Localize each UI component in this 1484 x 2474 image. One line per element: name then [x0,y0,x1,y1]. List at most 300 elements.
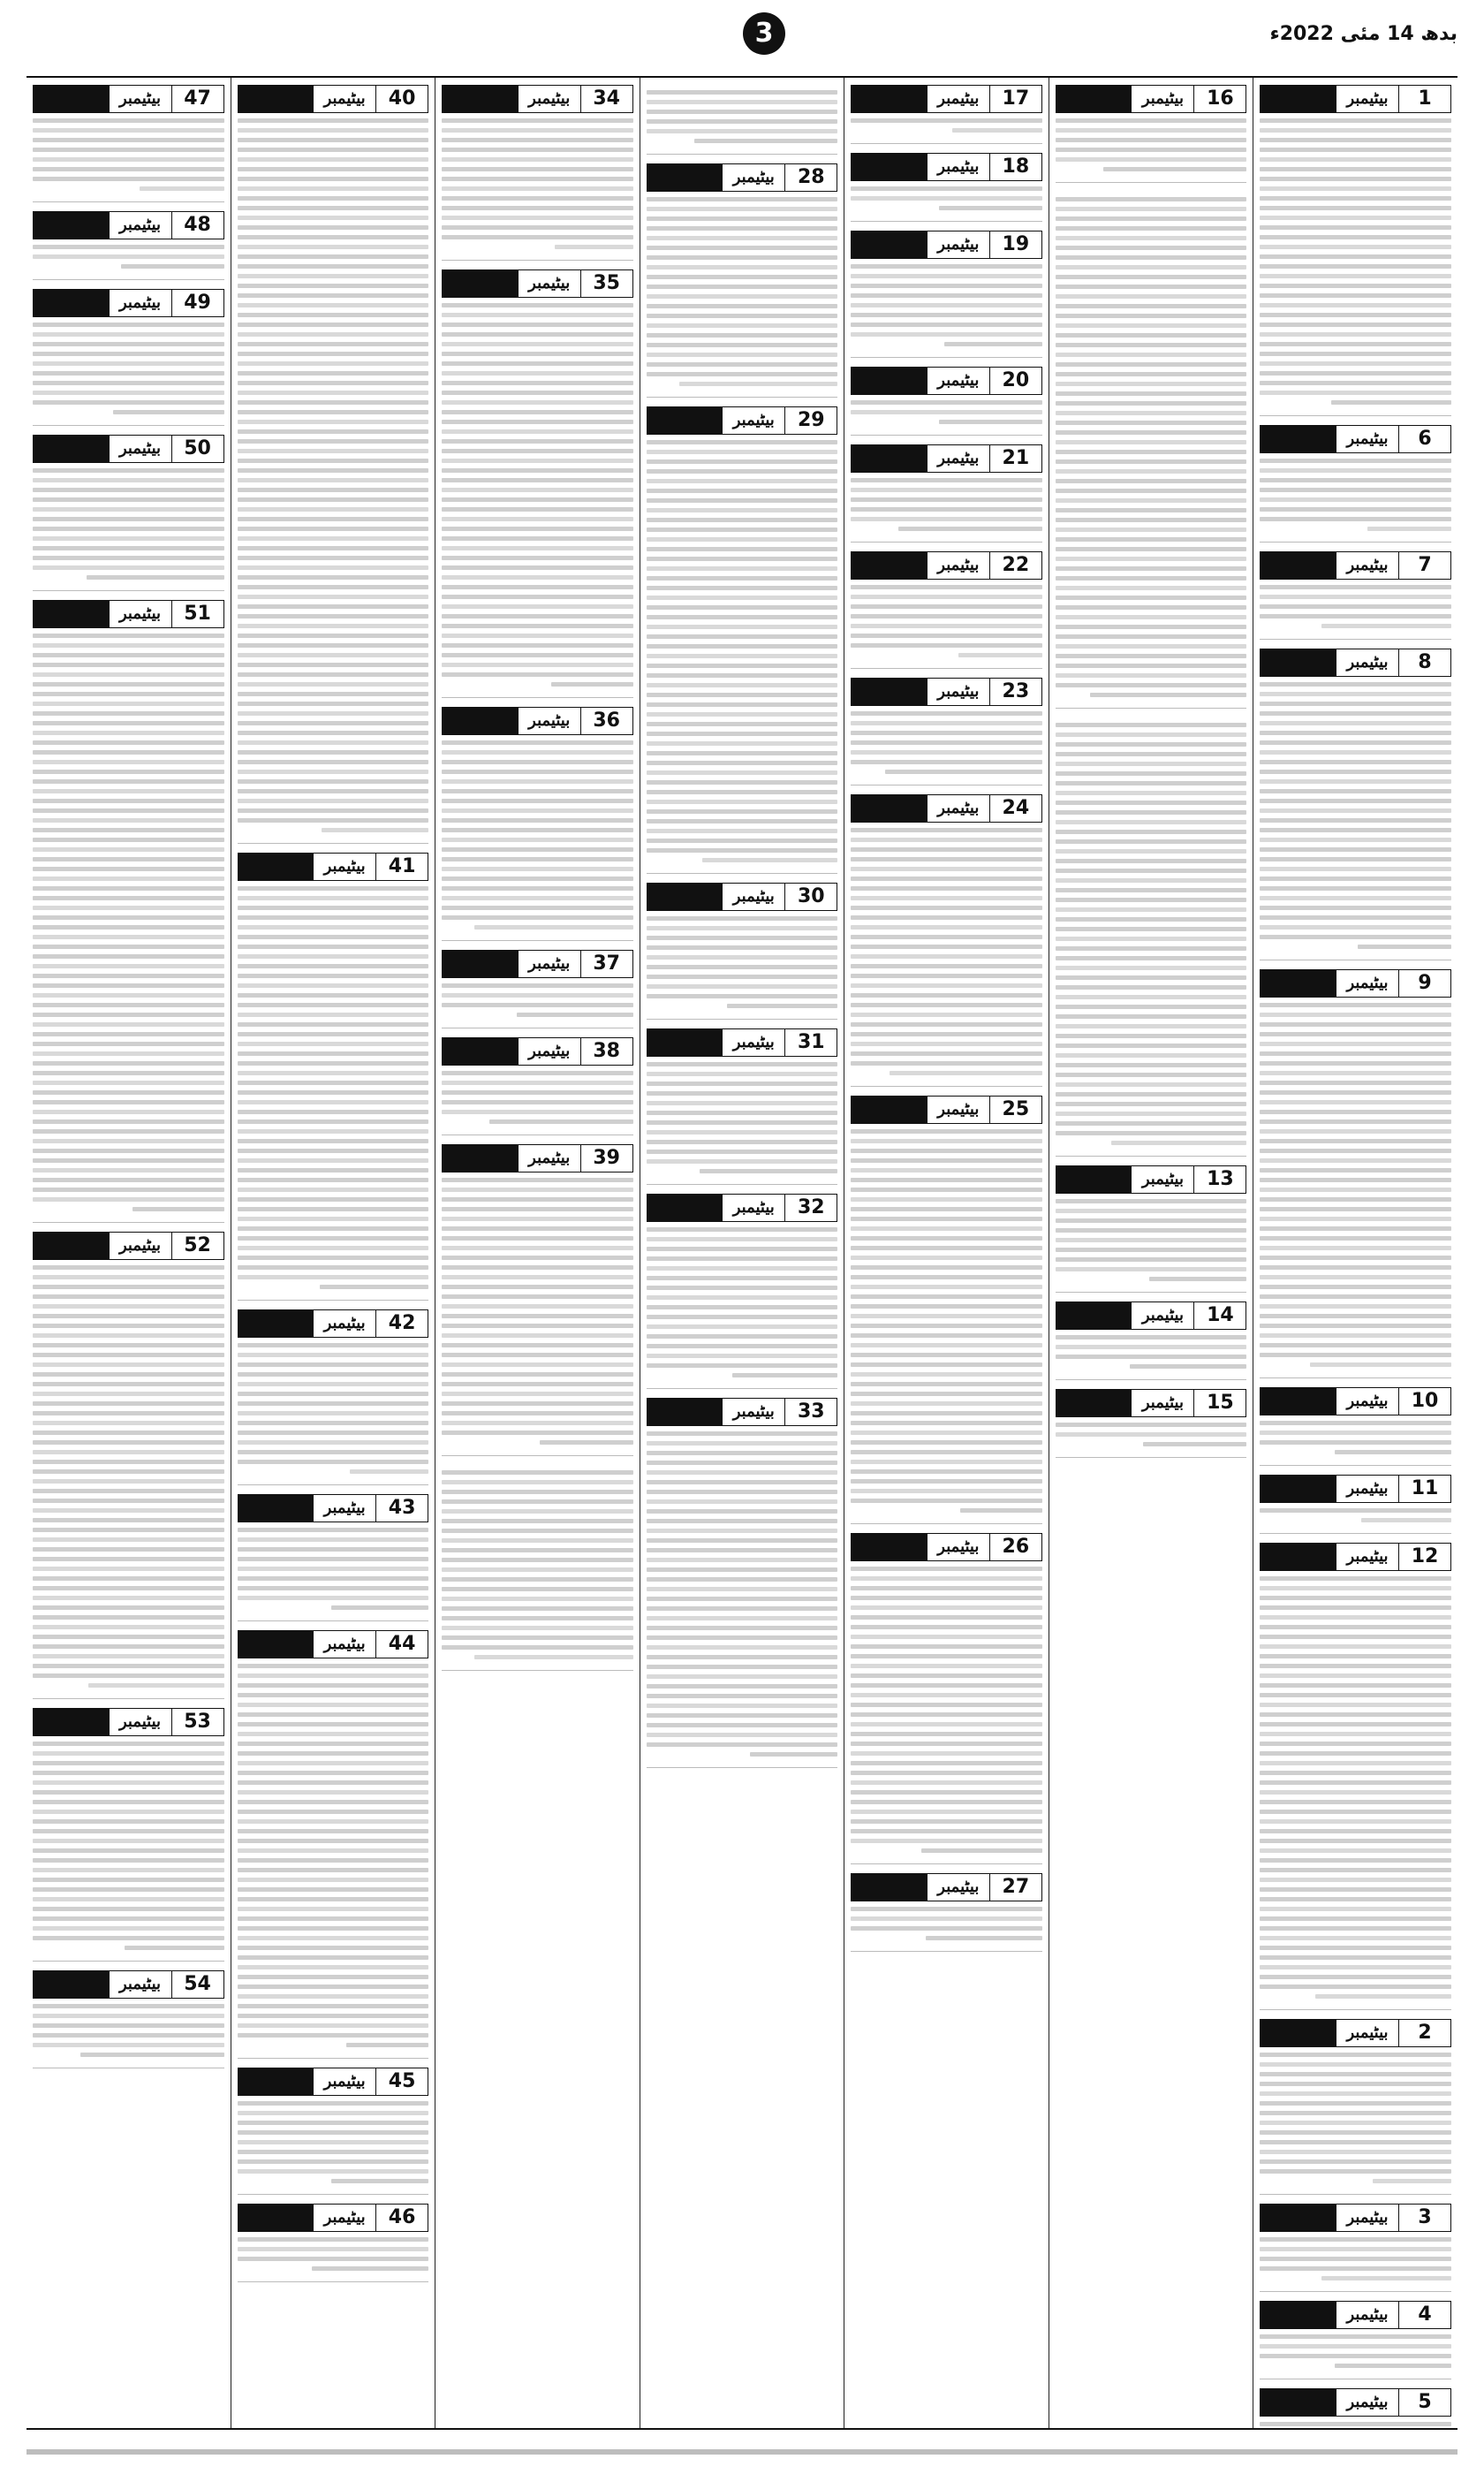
ad-header-bar [238,854,314,880]
ad-header [442,85,633,113]
ad-number: 9 [1398,970,1450,997]
text-line [1260,361,1451,366]
text-line [1260,2130,1451,2135]
text-line [647,1713,838,1718]
text-line [238,1343,429,1347]
column [231,78,435,2428]
text-line [647,936,838,940]
text-line [851,740,1042,745]
text-line [851,1742,1042,1746]
text-line [647,780,838,785]
text-line [851,1013,1042,1017]
text-line [851,721,1042,725]
text-line [1056,625,1247,629]
text-line [33,342,224,346]
text-line [1260,838,1451,842]
text-line [442,1548,633,1552]
text-line [1260,1003,1451,1007]
text-line [442,118,633,123]
column [1049,78,1253,2428]
text-line [33,789,224,793]
ad-header [1056,85,1247,113]
text-line [647,1130,838,1135]
text-line [1056,1248,1247,1252]
text-line [1056,430,1247,435]
ad-label: بیٹیمبر [732,887,775,906]
text-line [851,293,1042,298]
text-line [442,488,633,492]
classified-ad [238,1494,429,1621]
text-line [1056,1082,1247,1087]
text-line [647,1733,838,1737]
ad-header [33,1970,224,1999]
text-line [647,800,838,804]
ad-header [442,1144,633,1172]
text-line [1260,1839,1451,1843]
text-line [33,731,224,735]
ad-body-text [1260,682,1451,949]
text-line [1260,1635,1451,1639]
text-line [33,1761,224,1765]
text-line [647,955,838,960]
text-line [238,264,429,269]
text-line [1260,1508,1451,1513]
text-line [238,429,429,434]
text-line [1056,1432,1247,1437]
text-line [1260,1275,1451,1279]
text-line [442,750,633,755]
text-line [33,877,224,881]
text-line [33,400,224,405]
text-line [238,1119,429,1124]
ad-number: 12 [1398,1544,1450,1570]
text-line [1260,1158,1451,1163]
ad-number: 28 [784,164,837,191]
ad-body-text [33,634,224,1211]
text-line [1056,372,1247,376]
text-line [851,915,1042,920]
text-line [33,1168,224,1172]
text-line [442,157,633,162]
text-line [442,138,633,142]
text-line [1260,1819,1451,1824]
text-line [647,770,838,775]
text-line [1260,1576,1451,1581]
text-line [732,1373,837,1377]
text-line [851,1567,1042,1571]
text-line [1260,915,1451,920]
text-line [647,732,838,736]
classified-ad [238,1630,429,2059]
text-line [1260,167,1451,171]
text-line [1056,791,1247,795]
text-line [33,1916,224,1921]
text-line [33,983,224,988]
text-line [238,1965,429,1969]
text-line [647,1247,838,1251]
text-line [1260,1129,1451,1134]
text-line [1260,1353,1451,1357]
text-line [238,770,429,774]
text-line [1260,2140,1451,2144]
ad-number: 2 [1398,2020,1450,2046]
text-line [442,1392,633,1396]
ad-label: بیٹیمبر [323,857,366,876]
text-line [33,391,224,395]
text-line [442,1324,633,1328]
text-line [647,975,838,979]
text-line [33,536,224,541]
text-line [1310,1362,1451,1367]
text-line [647,440,838,444]
text-line [851,1780,1042,1785]
text-line [238,118,429,123]
text-line [442,1626,633,1630]
text-line [647,605,838,610]
text-line [442,1100,633,1104]
text-line [1260,1848,1451,1853]
ad-label: بیٹیمبر [937,449,980,467]
text-line [540,1440,633,1445]
text-line [750,1752,838,1757]
ad-header-bar [34,290,110,316]
ad-header-bar [1056,1302,1132,1329]
text-line [33,128,224,133]
text-line [33,1848,224,1853]
classified-ad [1260,2204,1451,2292]
text-line [1260,1790,1451,1795]
text-line [1260,1975,1451,1979]
text-line [647,1655,838,1659]
text-line [442,303,633,307]
text-line [442,789,633,793]
ad-body-text [238,2101,429,2183]
classified-ad [647,406,838,874]
ad-header [851,551,1042,580]
text-line [33,497,224,502]
text-line [1260,216,1451,220]
text-line [33,1751,224,1756]
text-line [851,1246,1042,1250]
text-line [238,2111,429,2115]
publication-date: بدھ 14 مئی 2022ء [1269,23,1458,45]
text-line [238,2140,429,2144]
ad-header-bar [852,368,928,394]
text-line [1260,828,1451,832]
text-line [851,1207,1042,1211]
text-line [1056,401,1247,406]
ad-number: 36 [580,708,632,734]
text-line [442,1226,633,1231]
text-line [1260,118,1451,123]
text-line [238,1265,429,1270]
text-line [33,177,224,181]
ad-body-text [1260,1576,1451,1999]
text-line [851,1605,1042,1610]
text-line [647,1120,838,1125]
ad-label: بیٹیمبر [323,1499,366,1517]
text-line [125,1946,224,1950]
classified-ad [442,85,633,261]
text-line [442,1382,633,1386]
classified-ad [1260,649,1451,960]
text-line [647,1470,838,1475]
text-line [647,916,838,921]
text-line [238,1372,429,1377]
text-line [442,585,633,589]
text-line [33,721,224,725]
text-line [1260,274,1451,278]
text-line [851,1829,1042,1833]
text-line [1260,585,1451,589]
text-line [238,177,429,181]
text-line [1056,128,1247,133]
text-line [851,303,1042,307]
text-line [1056,1121,1247,1126]
classified-ad [1056,192,1247,709]
classified-ad [33,289,224,426]
text-line [851,1907,1042,1911]
ad-header [1260,2301,1451,2329]
ad-header [851,794,1042,823]
text-line [851,1401,1042,1406]
text-line [238,439,429,444]
text-line [851,1800,1042,1804]
text-line [238,1362,429,1367]
ad-body-text [442,303,633,687]
ad-number: 14 [1193,1302,1246,1329]
text-line [851,906,1042,910]
text-line [1260,1955,1451,1960]
ad-label: بیٹیمبر [118,439,162,458]
text-line [33,1178,224,1182]
text-line [1260,517,1451,521]
text-line [33,886,224,891]
text-line [238,1955,429,1960]
ad-body-text [1260,118,1451,405]
text-line [647,693,838,697]
text-line [238,254,429,259]
ad-header-bar [852,231,928,258]
text-line [442,1567,633,1572]
ad-body-text [647,1431,838,1757]
ad-header [1260,649,1451,677]
text-line [33,779,224,784]
text-line [851,1615,1042,1620]
text-line [851,1664,1042,1668]
text-line [1056,391,1247,396]
text-line [647,683,838,687]
ad-number: 18 [989,154,1041,180]
text-line [442,1265,633,1270]
text-line [33,1858,224,1863]
text-line [33,527,224,531]
text-line [238,1071,429,1075]
ad-label: بیٹیمبر [323,2208,366,2227]
text-line [33,1139,224,1143]
text-line [647,790,838,794]
ad-label: بیٹیمبر [937,556,980,574]
text-line [33,517,224,521]
text-line [331,2179,428,2183]
text-line [1056,1267,1247,1271]
classified-ad [1260,2019,1451,2195]
text-line [442,672,633,677]
ad-number: 8 [1398,649,1450,676]
text-line [647,1597,838,1601]
text-line [647,197,838,201]
text-line [238,1226,429,1231]
text-line [442,546,633,550]
text-line [647,1499,838,1504]
text-line [851,488,1042,492]
text-line [442,595,633,599]
text-line [851,838,1042,842]
text-line [960,1508,1042,1513]
ad-label: بیٹیمبر [1346,2023,1389,2042]
ad-number: 19 [989,231,1041,258]
text-line [1260,1683,1451,1688]
text-line [33,1401,224,1406]
text-line [1358,945,1451,949]
text-line [1056,586,1247,590]
ad-header-bar [443,951,519,977]
column [1253,78,1458,2428]
ad-header [851,85,1042,113]
text-line [33,1188,224,1192]
text-line [33,1333,224,1338]
text-line [1260,459,1451,463]
text-line [1260,877,1451,881]
text-line [238,381,429,385]
text-line [647,829,838,833]
text-line [851,323,1042,327]
text-line [1056,1053,1247,1058]
text-line [1056,304,1247,308]
text-line [442,206,633,210]
text-line [238,1567,429,1571]
ad-body-text [851,711,1042,774]
text-line [1056,118,1247,123]
text-line [33,1353,224,1357]
text-line [320,1285,428,1289]
classified-ad [1260,1543,1451,2010]
text-line [238,634,429,638]
text-line [33,1625,224,1629]
text-line [442,1558,633,1562]
text-line [1260,1440,1451,1445]
text-line [33,838,224,842]
text-line [1056,975,1247,980]
text-line [238,459,429,463]
text-line [238,653,429,657]
text-line [1260,1586,1451,1590]
text-line [1260,750,1451,755]
text-line [238,1926,429,1931]
text-line [238,186,429,191]
ad-body-text [851,828,1042,1075]
text-line [851,614,1042,618]
text-line [238,1188,429,1192]
text-line [474,1655,633,1659]
ad-number: 37 [580,951,632,977]
text-line [238,1994,429,1999]
text-line [238,1013,429,1017]
text-line [238,692,429,696]
text-line [238,1139,429,1143]
text-line [1260,789,1451,793]
classified-ad [33,600,224,1223]
text-line [647,741,838,746]
text-line [238,527,429,531]
text-line [442,342,633,346]
text-line [1260,808,1451,813]
ad-label: بیٹیمبر [1346,89,1389,108]
ad-body-text [33,468,224,580]
text-line [851,1372,1042,1377]
text-line [1260,1703,1451,1707]
text-line [1260,2169,1451,2174]
text-line [1056,683,1247,687]
text-line [851,1431,1042,1435]
text-line [33,1742,224,1746]
classified-ad [851,551,1042,669]
text-line [1260,1139,1451,1143]
classified-ad [442,950,633,1028]
ad-label: بیٹیمبر [528,1149,571,1167]
text-line [647,1480,838,1484]
classified-ad [851,1096,1042,1524]
text-line [1056,1423,1247,1427]
ad-header [238,1309,429,1338]
ad-number: 16 [1193,86,1246,112]
text-line [1260,1236,1451,1241]
text-line [238,643,429,648]
text-line [1056,752,1247,756]
text-line [442,1188,633,1192]
text-line [1056,654,1247,658]
text-line [1056,878,1247,883]
text-line [851,1197,1042,1202]
classified-ad [647,85,838,155]
text-line [1260,2266,1451,2271]
text-line [238,906,429,910]
text-line [33,925,224,930]
text-line [1056,246,1247,250]
classified-ad [1056,1165,1247,1293]
ad-label: بیٹیمبر [937,682,980,701]
ad-header-bar [1261,2020,1336,2046]
text-line [442,371,633,376]
text-line [647,1606,838,1611]
text-line [238,1878,429,1882]
text-line [33,1596,224,1600]
ad-number: 42 [375,1310,428,1337]
text-line [238,391,429,395]
text-line [1056,966,1247,970]
text-line [702,858,838,862]
text-line [33,847,224,852]
text-line [33,964,224,968]
text-line [238,1022,429,1027]
text-line [33,945,224,949]
ad-number: 20 [989,368,1041,394]
text-line [33,361,224,366]
ad-header-bar [1261,2302,1336,2328]
text-line [647,1091,838,1096]
text-line [33,1275,224,1279]
text-line [442,643,633,648]
